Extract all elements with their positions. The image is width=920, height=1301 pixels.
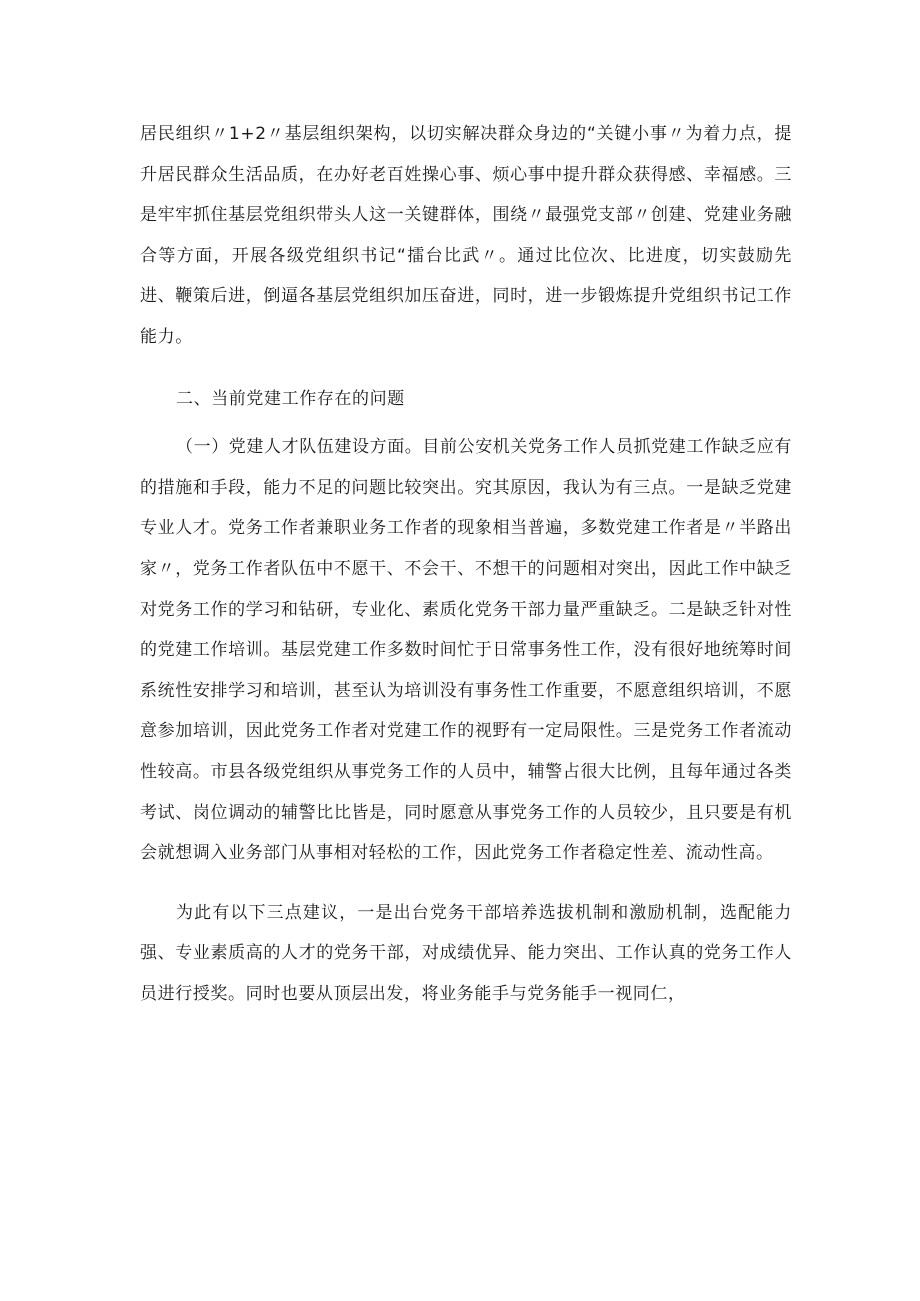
paragraph-continuation: 居民组织〃1+2〃基层组织架构，以切实解决群众身边的“关键小事〃为着力点，提升居民群众生活品质，在办好老百姓操心事、烦心事中提升群众获得感、幸福感。三是牢牢抓住基层党组织带头人这一关键群体，围绕〃最强党支部〃创建、党建业务融合等方面，开展各级党组织书记“擂台比武〃。通过比位次、比进度，切实鼓励先进、鞭策后进，倒逼各基层党组织加压奋进，同时，进一步锻炼提升党组织书记工作能力。 xyxy=(140,124,792,347)
paragraph-talent-team: （一）党建人才队伍建设方面。目前公安机关党务工作人员抓党建工作缺乏应有的措施和手段，能力不足的问题比较突出。究其原因，我认为有三点。一是缺乏党建专业人才。党务工作者兼职业务工作者的现象相当普遍，多数党建工作者是〃半路出家〃，党务工作者队伍中不愿干、不会干、不想干的问题相对突出，因此工作中缺乏对党务工作的学习和钻研，专业化、素质化党务干部力量严重缺乏。二是缺乏针对性的党建工作培训。基层党建工作多数时间忙于日常事务性工作，没有很好地统筹时间系统性安排学习和培训，甚至认为培训没有事务性工作重要，不愿意组织培训，不愿意参加培训，因此党务工作者对党建工作的视野有一定局限性。三是党务工作者流动性较高。市县各级党组织从事党务工作的人员中，辅警占很大比例，且每年通过各类考试、岗位调动的辅警比比皆是，同时愿意从事党务工作的人员较少，且只要是有机会就想调入业务部门从事相对轻松的工作，因此党务工作者稳定性差、流动性高。 xyxy=(140,437,792,864)
document-body xyxy=(140,114,792,1014)
section-heading: 二、当前党建工作存在的问题 xyxy=(176,388,405,409)
paragraph-suggestions: 为此有以下三点建议，一是出台党务干部培养选拔机制和激励机制，选配能力强、专业素质高的人才的党务干部，对成绩优异、能力突出、工作认真的党务工作人员进行授奖。同时也要从顶层出发，将业务能手与党务能手一视同仁， xyxy=(140,902,792,1004)
